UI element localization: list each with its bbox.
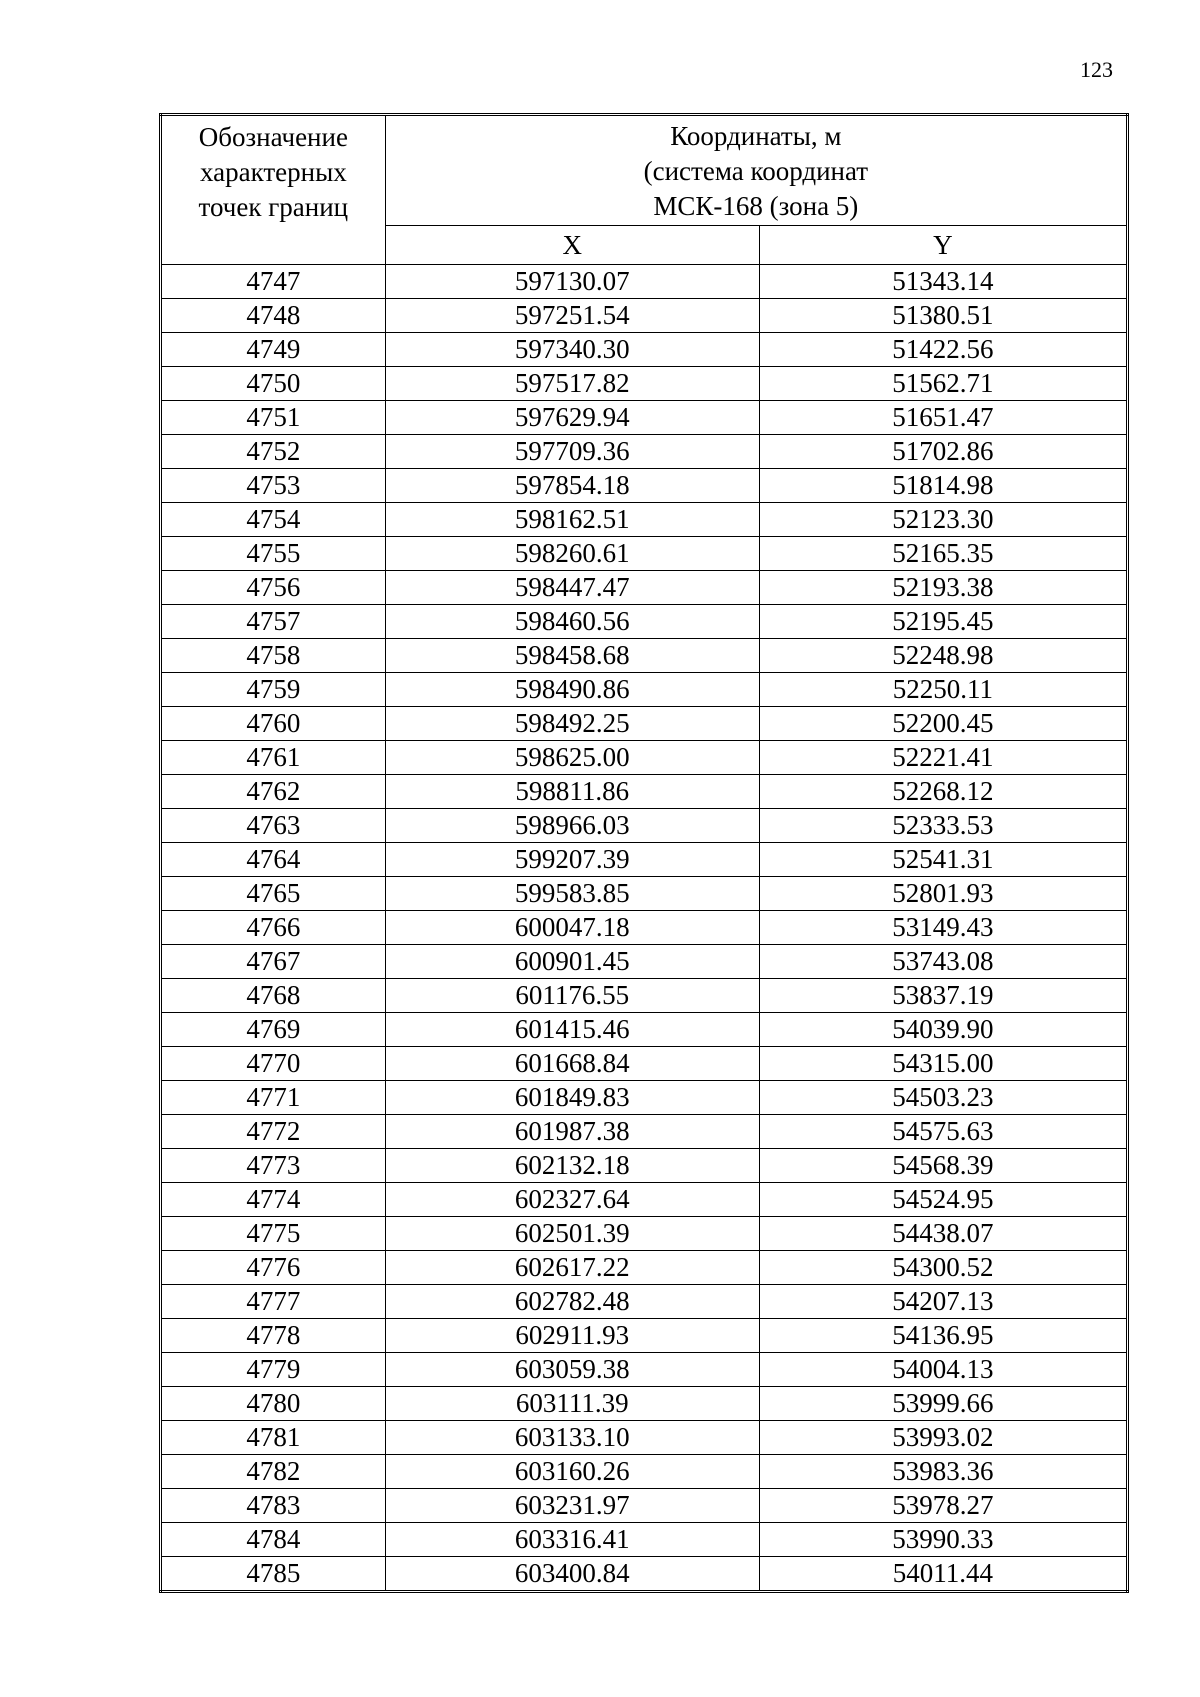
cell-point: 4755 <box>161 537 386 571</box>
cell-point: 4747 <box>161 265 386 299</box>
cell-point: 4770 <box>161 1047 386 1081</box>
table-row <box>161 469 1128 503</box>
cell-x: 598260.61 <box>385 537 759 571</box>
cell-y: 52250.11 <box>759 673 1127 707</box>
table-row <box>161 1013 1128 1047</box>
table-row <box>161 1319 1128 1353</box>
cell-y: 51343.14 <box>759 265 1127 299</box>
cell-y: 54438.07 <box>759 1217 1127 1251</box>
cell-y: 54039.90 <box>759 1013 1127 1047</box>
cell-point: 4776 <box>161 1251 386 1285</box>
cell-point: 4779 <box>161 1353 386 1387</box>
cell-x: 598447.47 <box>385 571 759 605</box>
cell-x: 598966.03 <box>385 809 759 843</box>
cell-x: 602782.48 <box>385 1285 759 1319</box>
cell-point: 4768 <box>161 979 386 1013</box>
cell-x: 601415.46 <box>385 1013 759 1047</box>
cell-x: 601176.55 <box>385 979 759 1013</box>
table-row <box>161 1557 1128 1592</box>
cell-x: 602911.93 <box>385 1319 759 1353</box>
cell-x: 597130.07 <box>385 265 759 299</box>
cell-point: 4756 <box>161 571 386 605</box>
cell-y: 52248.98 <box>759 639 1127 673</box>
cell-point: 4775 <box>161 1217 386 1251</box>
cell-point: 4766 <box>161 911 386 945</box>
cell-x: 598458.68 <box>385 639 759 673</box>
cell-y: 53999.66 <box>759 1387 1127 1421</box>
cell-point: 4773 <box>161 1149 386 1183</box>
cell-y: 51814.98 <box>759 469 1127 503</box>
table-row <box>161 945 1128 979</box>
cell-y: 51380.51 <box>759 299 1127 333</box>
cell-y: 53149.43 <box>759 911 1127 945</box>
cell-y: 52165.35 <box>759 537 1127 571</box>
table-row <box>161 707 1128 741</box>
table-row <box>161 1047 1128 1081</box>
cell-y: 52200.45 <box>759 707 1127 741</box>
cell-x: 602617.22 <box>385 1251 759 1285</box>
page-number: 123 <box>1080 57 1113 82</box>
table-row <box>161 1421 1128 1455</box>
cell-y: 53837.19 <box>759 979 1127 1013</box>
table-row <box>161 503 1128 537</box>
coordinates-table <box>159 113 1129 1593</box>
cell-point: 4749 <box>161 333 386 367</box>
cell-y: 54503.23 <box>759 1081 1127 1115</box>
cell-point: 4783 <box>161 1489 386 1523</box>
table-row <box>161 1353 1128 1387</box>
header-x: X <box>385 226 759 265</box>
cell-x: 598460.56 <box>385 605 759 639</box>
cell-y: 53993.02 <box>759 1421 1127 1455</box>
header-coordinates <box>385 115 1127 226</box>
table-row <box>161 1183 1128 1217</box>
cell-point: 4750 <box>161 367 386 401</box>
table-row <box>161 1115 1128 1149</box>
cell-point: 4753 <box>161 469 386 503</box>
cell-x: 601668.84 <box>385 1047 759 1081</box>
header-y: Y <box>759 226 1127 265</box>
cell-point: 4782 <box>161 1455 386 1489</box>
cell-point: 4785 <box>161 1557 386 1592</box>
cell-point: 4759 <box>161 673 386 707</box>
table-row <box>161 299 1128 333</box>
table-row <box>161 435 1128 469</box>
cell-x: 597629.94 <box>385 401 759 435</box>
table-row <box>161 265 1128 299</box>
cell-y: 52123.30 <box>759 503 1127 537</box>
cell-point: 4757 <box>161 605 386 639</box>
cell-x: 603160.26 <box>385 1455 759 1489</box>
cell-y: 54524.95 <box>759 1183 1127 1217</box>
cell-x: 597251.54 <box>385 299 759 333</box>
cell-y: 54315.00 <box>759 1047 1127 1081</box>
cell-y: 54568.39 <box>759 1149 1127 1183</box>
cell-point: 4763 <box>161 809 386 843</box>
cell-x: 603133.10 <box>385 1421 759 1455</box>
cell-y: 54136.95 <box>759 1319 1127 1353</box>
table-row <box>161 605 1128 639</box>
cell-x: 598625.00 <box>385 741 759 775</box>
cell-x: 603400.84 <box>385 1557 759 1592</box>
table-row <box>161 1217 1128 1251</box>
cell-point: 4772 <box>161 1115 386 1149</box>
cell-point: 4765 <box>161 877 386 911</box>
table-row <box>161 673 1128 707</box>
table-row <box>161 639 1128 673</box>
cell-x: 598490.86 <box>385 673 759 707</box>
table-row <box>161 1455 1128 1489</box>
cell-y: 53978.27 <box>759 1489 1127 1523</box>
cell-point: 4781 <box>161 1421 386 1455</box>
cell-y: 53983.36 <box>759 1455 1127 1489</box>
cell-point: 4752 <box>161 435 386 469</box>
cell-point: 4778 <box>161 1319 386 1353</box>
cell-x: 602501.39 <box>385 1217 759 1251</box>
cell-y: 53743.08 <box>759 945 1127 979</box>
cell-x: 598162.51 <box>385 503 759 537</box>
cell-point: 4784 <box>161 1523 386 1557</box>
cell-point: 4761 <box>161 741 386 775</box>
cell-point: 4760 <box>161 707 386 741</box>
cell-y: 51422.56 <box>759 333 1127 367</box>
cell-x: 597340.30 <box>385 333 759 367</box>
table-row <box>161 333 1128 367</box>
cell-y: 52268.12 <box>759 775 1127 809</box>
table-row <box>161 1081 1128 1115</box>
cell-x: 598811.86 <box>385 775 759 809</box>
cell-point: 4780 <box>161 1387 386 1421</box>
coordinates-table-container <box>159 113 1129 1593</box>
header-point-designation-text: Обозначение характерных точек границ <box>198 122 349 222</box>
cell-y: 54300.52 <box>759 1251 1127 1285</box>
cell-y: 52333.53 <box>759 809 1127 843</box>
cell-y: 53990.33 <box>759 1523 1127 1557</box>
cell-x: 598492.25 <box>385 707 759 741</box>
table-header <box>161 115 1128 265</box>
cell-x: 603231.97 <box>385 1489 759 1523</box>
cell-x: 599207.39 <box>385 843 759 877</box>
cell-x: 603059.38 <box>385 1353 759 1387</box>
cell-point: 4769 <box>161 1013 386 1047</box>
cell-point: 4751 <box>161 401 386 435</box>
table-row <box>161 741 1128 775</box>
table-row <box>161 537 1128 571</box>
cell-x: 597854.18 <box>385 469 759 503</box>
cell-x: 602132.18 <box>385 1149 759 1183</box>
cell-x: 601849.83 <box>385 1081 759 1115</box>
cell-y: 52801.93 <box>759 877 1127 911</box>
cell-x: 599583.85 <box>385 877 759 911</box>
table-row <box>161 1149 1128 1183</box>
table-body <box>161 265 1128 1592</box>
cell-point: 4758 <box>161 639 386 673</box>
cell-x: 597517.82 <box>385 367 759 401</box>
cell-point: 4748 <box>161 299 386 333</box>
cell-x: 600901.45 <box>385 945 759 979</box>
header-point-designation <box>161 115 386 265</box>
cell-y: 51651.47 <box>759 401 1127 435</box>
table-row <box>161 1523 1128 1557</box>
table-row <box>161 809 1128 843</box>
table-row <box>161 843 1128 877</box>
cell-point: 4754 <box>161 503 386 537</box>
table-row <box>161 367 1128 401</box>
cell-point: 4774 <box>161 1183 386 1217</box>
cell-y: 51702.86 <box>759 435 1127 469</box>
table-row <box>161 775 1128 809</box>
table-row <box>161 911 1128 945</box>
cell-point: 4767 <box>161 945 386 979</box>
cell-point: 4771 <box>161 1081 386 1115</box>
cell-y: 54004.13 <box>759 1353 1127 1387</box>
cell-x: 602327.64 <box>385 1183 759 1217</box>
cell-y: 54207.13 <box>759 1285 1127 1319</box>
cell-y: 52221.41 <box>759 741 1127 775</box>
table-row <box>161 401 1128 435</box>
table-row <box>161 571 1128 605</box>
cell-y: 52193.38 <box>759 571 1127 605</box>
table-row <box>161 979 1128 1013</box>
cell-y: 54575.63 <box>759 1115 1127 1149</box>
cell-y: 51562.71 <box>759 367 1127 401</box>
cell-y: 54011.44 <box>759 1557 1127 1592</box>
cell-point: 4762 <box>161 775 386 809</box>
cell-y: 52195.45 <box>759 605 1127 639</box>
cell-x: 603316.41 <box>385 1523 759 1557</box>
cell-x: 603111.39 <box>385 1387 759 1421</box>
table-row <box>161 877 1128 911</box>
cell-x: 601987.38 <box>385 1115 759 1149</box>
table-row <box>161 1489 1128 1523</box>
cell-x: 597709.36 <box>385 435 759 469</box>
cell-point: 4764 <box>161 843 386 877</box>
table-row <box>161 1251 1128 1285</box>
cell-point: 4777 <box>161 1285 386 1319</box>
cell-x: 600047.18 <box>385 911 759 945</box>
table-row <box>161 1387 1128 1421</box>
header-coordinates-text: Координаты, м (система координат МСК-168 (зона 5) <box>643 121 869 221</box>
table-row <box>161 1285 1128 1319</box>
cell-y: 52541.31 <box>759 843 1127 877</box>
